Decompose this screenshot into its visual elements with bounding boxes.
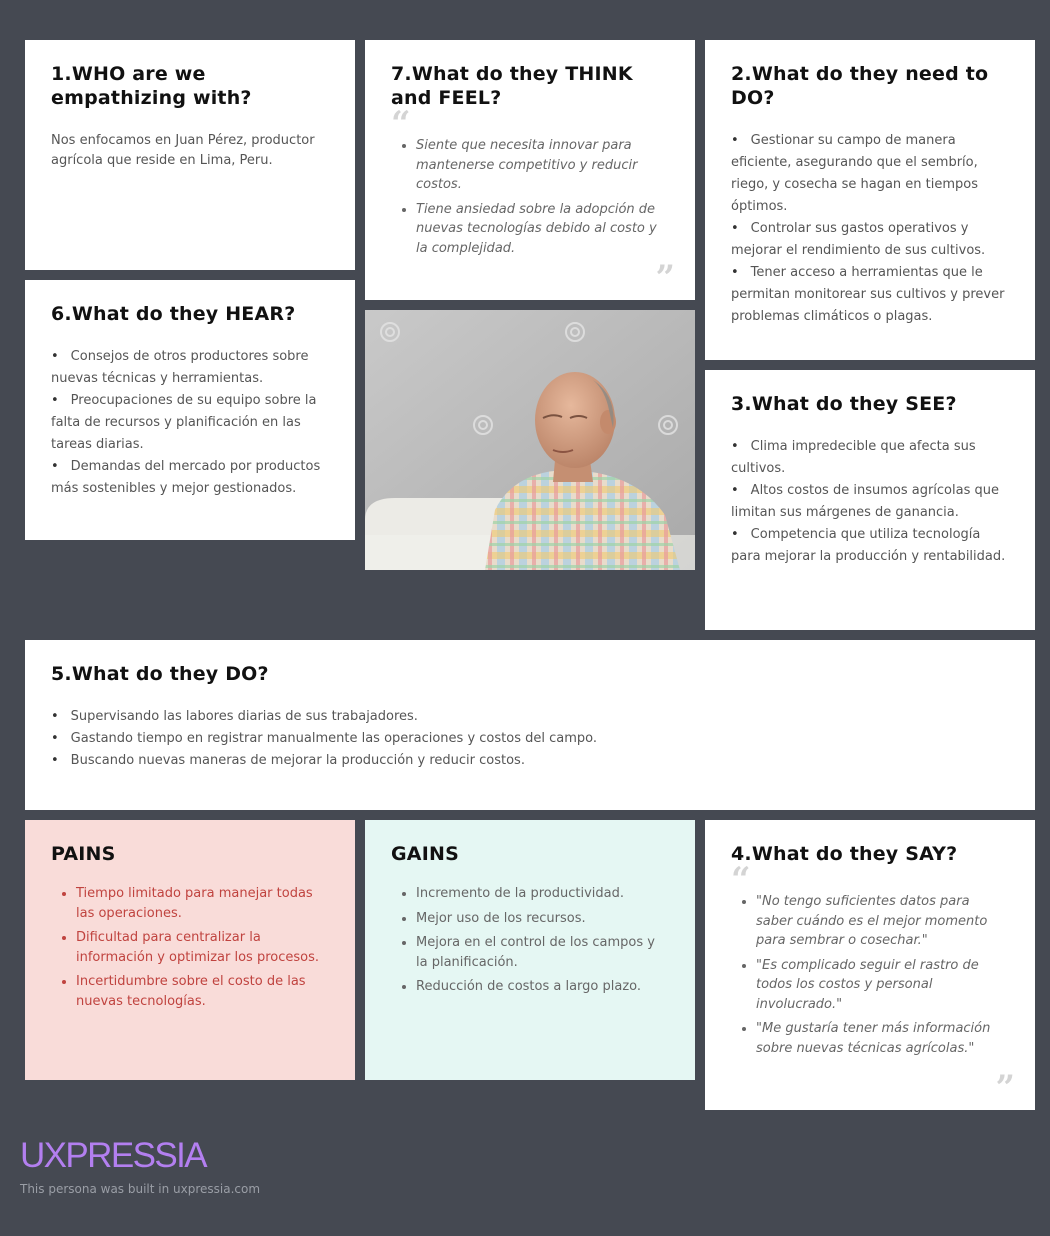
- list-item: • Competencia que utiliza tecnología para mejorar la producción y rentabilidad.: [731, 524, 1009, 568]
- list-item: • Demandas del mercado por productos más sostenibles y mejor gestionados.: [51, 456, 329, 500]
- who-card: [25, 40, 355, 270]
- close-quote-icon: ”: [995, 1068, 1015, 1108]
- say-card: [705, 820, 1035, 1110]
- list-item: • Tener acceso a herramientas que le permitan monitorear sus cultivos y prever problemas climáticos o plagas.: [731, 262, 1009, 328]
- gains-card: [365, 820, 695, 1080]
- list-item: • Reducción de costos a largo plazo.: [416, 977, 669, 997]
- need-to-do-list: [731, 130, 1009, 328]
- list-item: • Consejos de otros productores sobre nuevas técnicas y herramientas.: [51, 346, 329, 390]
- think-feel-card: [365, 40, 695, 300]
- do-list: [51, 706, 1009, 772]
- pains-list: [51, 884, 329, 1011]
- list-item: • Dificultad para centralizar la información y optimizar los procesos.: [76, 928, 329, 967]
- who-text: Nos enfocamos en Juan Pérez, productor agrícola que reside en Lima, Peru.: [51, 133, 315, 168]
- see-title: 3.What do they SEE?: [731, 393, 957, 415]
- do-title: 5.What do they DO?: [51, 663, 269, 685]
- persona-photo: [365, 310, 695, 570]
- open-quote-icon: “: [391, 104, 411, 144]
- say-list: [731, 892, 1009, 1058]
- list-item: • Tiene ansiedad sobre la adopción de nuevas tecnologías debido al costo y la complejidad.: [416, 200, 669, 259]
- list-item: • Clima impredecible que afecta sus cultivos.: [731, 436, 1009, 480]
- need-to-do-card: [705, 40, 1035, 360]
- pains-card: [25, 820, 355, 1080]
- uxpressia-logo[interactable]: UXPRESSIA: [20, 1136, 206, 1175]
- open-quote-icon: “: [731, 860, 751, 900]
- list-item: • Siente que necesita innovar para mantenerse competitivo y reducir costos.: [416, 136, 669, 195]
- hear-list: [51, 346, 329, 500]
- list-item: • Gastando tiempo en registrar manualmente las operaciones y costos del campo.: [51, 728, 1009, 750]
- list-item: • Mejora en el control de los campos y la planificación.: [416, 933, 669, 972]
- list-item: • "Me gustaría tener más información sobre nuevas técnicas agrícolas.": [756, 1019, 1009, 1058]
- see-card: [705, 370, 1035, 630]
- do-card: [25, 640, 1035, 810]
- need-to-do-title: 2.What do they need to DO?: [731, 63, 989, 109]
- pains-title: PAINS: [51, 843, 116, 865]
- built-with-note: This persona was built in uxpressia.com: [20, 1182, 261, 1196]
- who-title: 1.WHO are we empathizing with?: [51, 63, 252, 109]
- list-item: • Supervisando las labores diarias de sus trabajadores.: [51, 706, 1009, 728]
- hear-title: 6.What do they HEAR?: [51, 303, 296, 325]
- list-item: • Buscando nuevas maneras de mejorar la producción y reducir costos.: [51, 750, 1009, 772]
- list-item: • Mejor uso de los recursos.: [416, 909, 669, 929]
- list-item: • Preocupaciones de su equipo sobre la falta de recursos y planificación en las tareas diarias.: [51, 390, 329, 456]
- list-item: • Gestionar su campo de manera eficiente, asegurando que el sembrío, riego, y cosecha se hagan en tiempos óptimos.: [731, 130, 1009, 218]
- think-feel-list: [391, 136, 669, 258]
- list-item: • "Es complicado seguir el rastro de todos los costos y personal involucrado.": [756, 956, 1009, 1015]
- list-item: • Incertidumbre sobre el costo de las nuevas tecnologías.: [76, 972, 329, 1011]
- hear-card: [25, 280, 355, 540]
- gains-list: [391, 884, 669, 997]
- think-feel-title: 7.What do they THINK and FEEL?: [391, 63, 633, 109]
- see-list: [731, 436, 1009, 568]
- list-item: • Altos costos de insumos agrícolas que limitan sus márgenes de ganancia.: [731, 480, 1009, 524]
- list-item: • "No tengo suficientes datos para saber cuándo es el mejor momento para sembrar o cosechar.": [756, 892, 1009, 951]
- close-quote-icon: ”: [655, 258, 675, 298]
- list-item: • Incremento de la productividad.: [416, 884, 669, 904]
- gains-title: GAINS: [391, 843, 459, 865]
- persona-photo-illustration: [365, 310, 695, 570]
- say-title: 4.What do they SAY?: [731, 843, 958, 865]
- list-item: • Tiempo limitado para manejar todas las operaciones.: [76, 884, 329, 923]
- list-item: • Controlar sus gastos operativos y mejorar el rendimiento de sus cultivos.: [731, 218, 1009, 262]
